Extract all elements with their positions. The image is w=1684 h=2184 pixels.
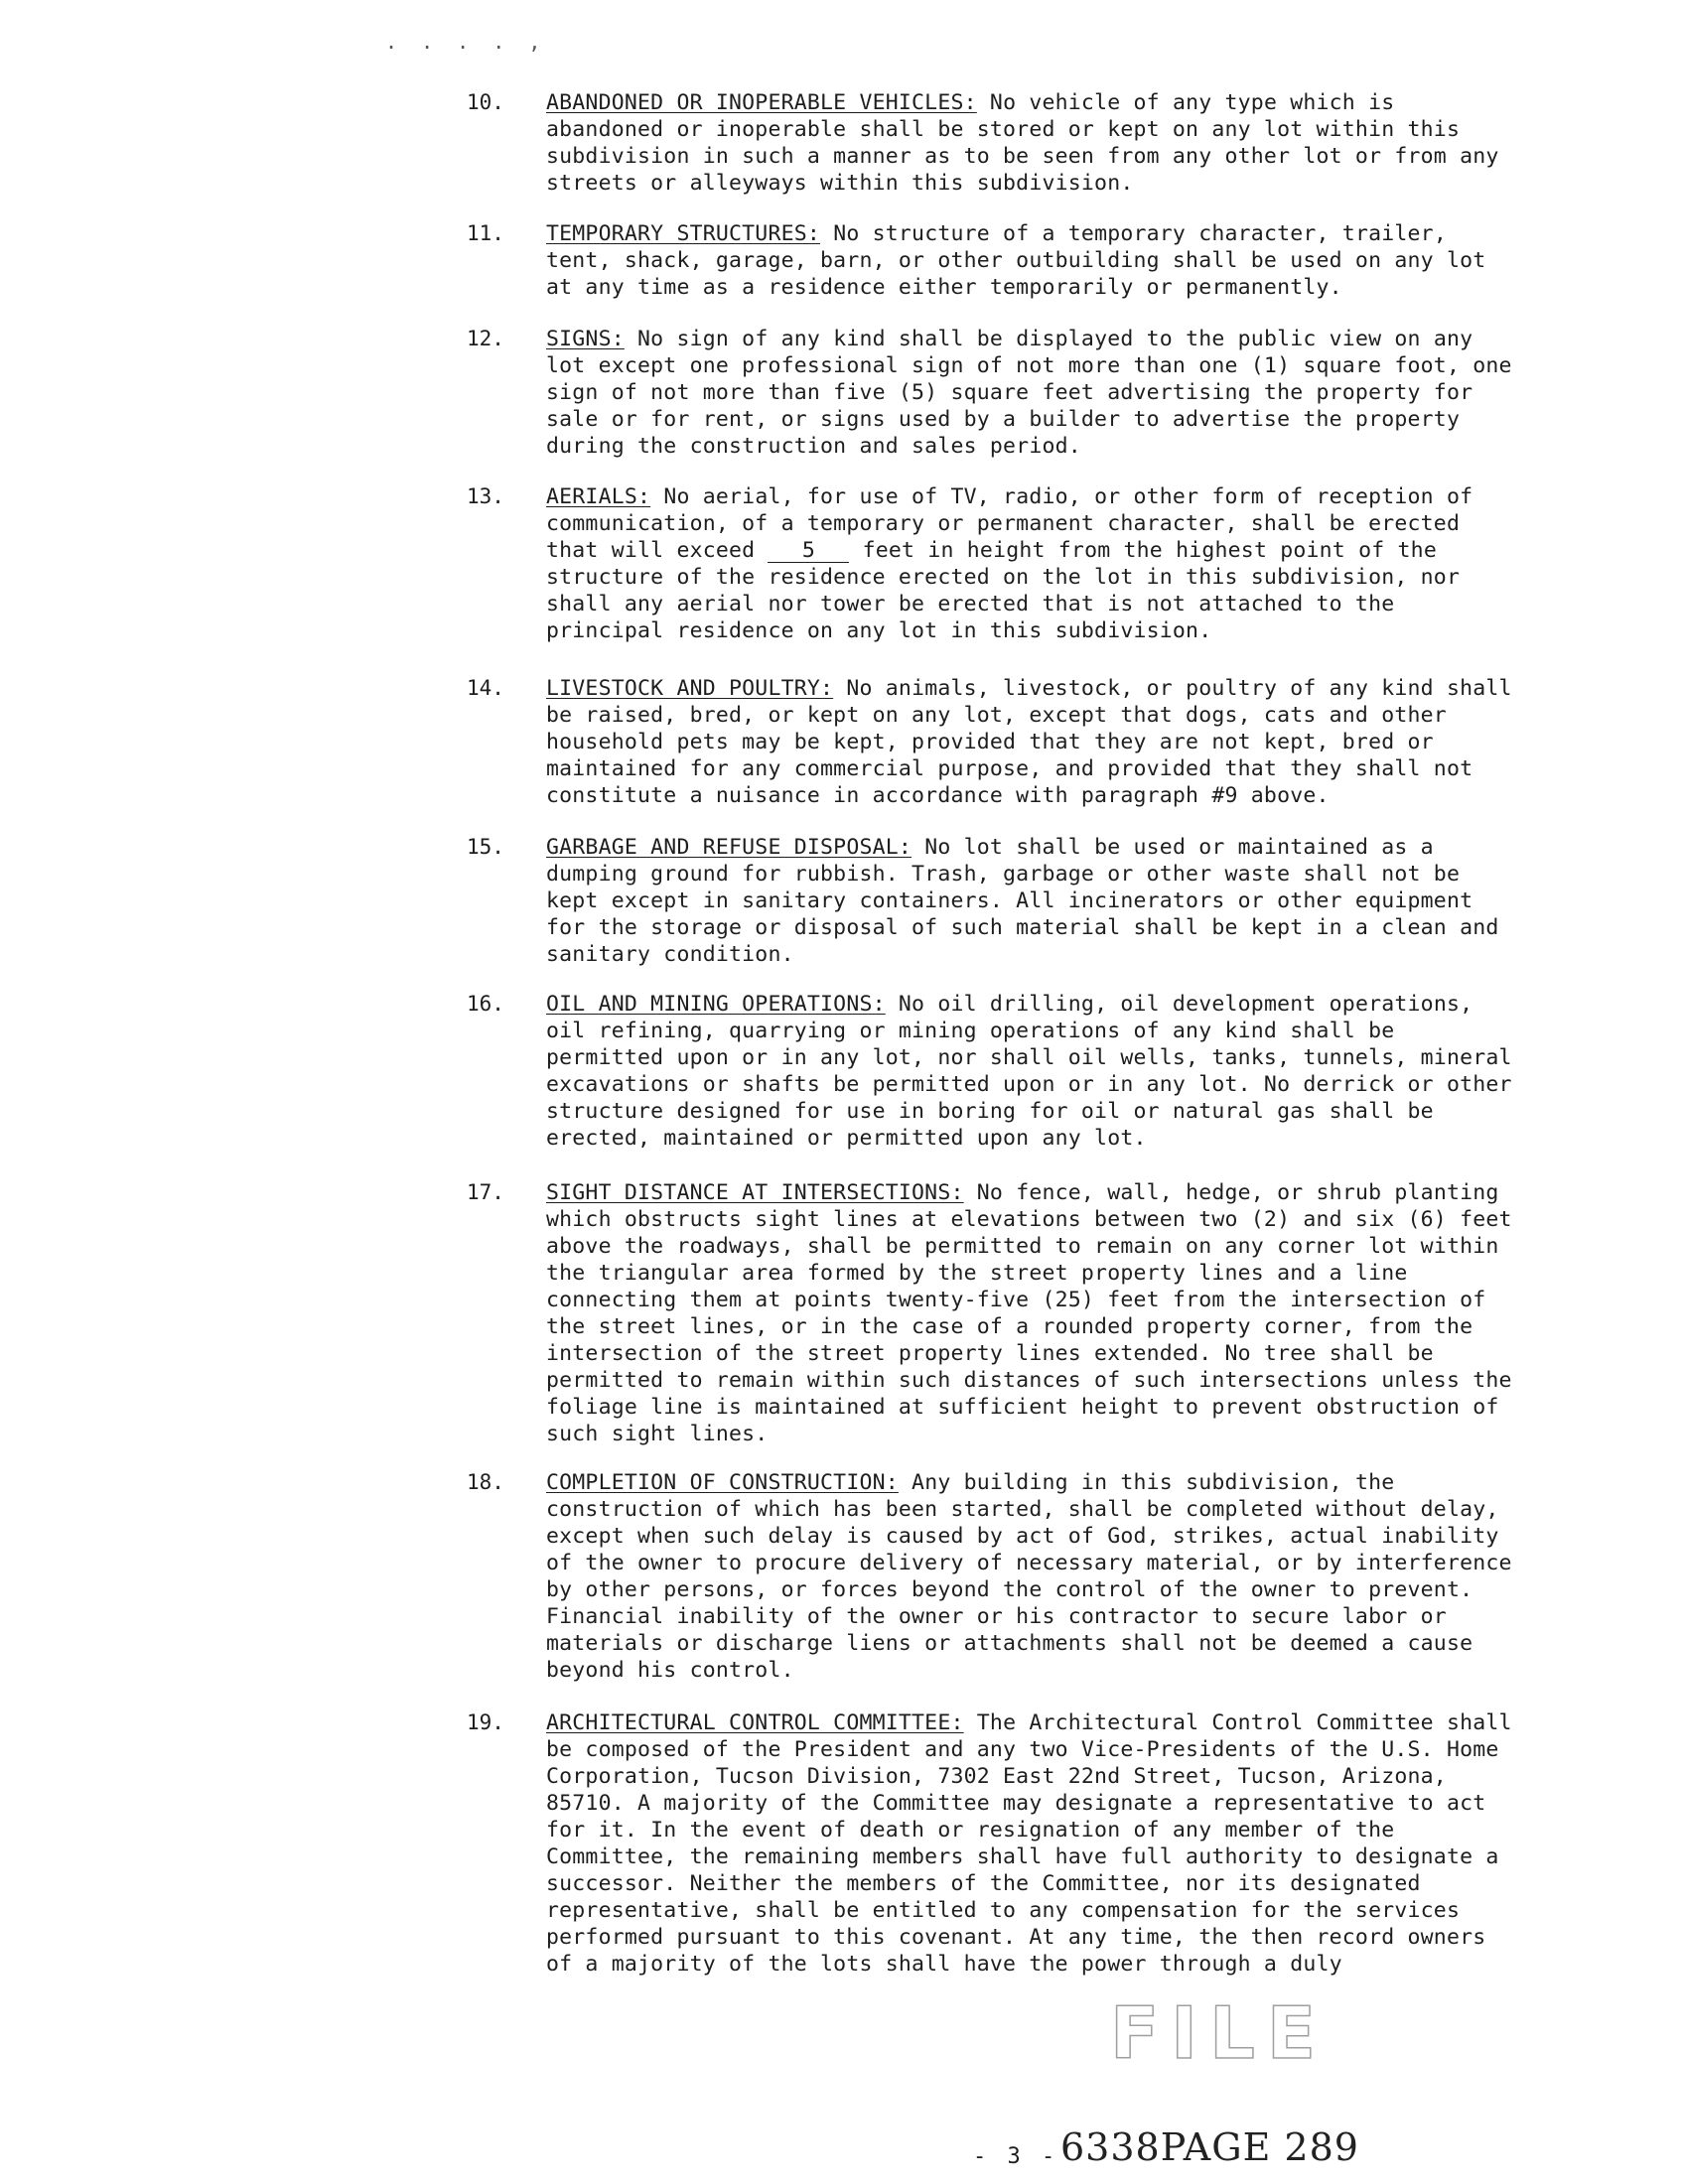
section-heading: LIVESTOCK AND POULTRY:	[546, 676, 834, 701]
section-number: 13.	[467, 484, 504, 508]
section-14	[467, 675, 1519, 809]
section-body	[546, 1179, 1519, 1447]
section-text: No sign of any kind shall be displayed to the public view on any lot except one professional sign of not more than one (1) square foot, one sign of not more than five (5) square feet advertising the property for sale or for rent, or signs used by a builder to advertise the property during the construction and sales period.	[546, 327, 1512, 459]
file-stamp: FILE	[1110, 1991, 1329, 2075]
section-number: 11.	[467, 221, 504, 245]
section-heading: AERIALS:	[546, 484, 651, 509]
section-body	[546, 89, 1519, 197]
section-13	[467, 483, 1519, 644]
corner-marks: . . . . ,	[385, 30, 547, 54]
section-heading: COMPLETION OF CONSTRUCTION:	[546, 1470, 899, 1495]
height-blank-value: 5	[768, 540, 849, 563]
section-number: 12.	[467, 327, 504, 350]
section-10	[467, 89, 1519, 197]
section-body	[546, 220, 1519, 301]
section-text: No oil drilling, oil development operations, oil refining, quarrying or mining operations of any kind shall be permitted upon or in any lot, nor shall oil wells, tanks, tunnels, mineral excavations or shafts be permitted upon or in any lot. No derrick or other structure designed for use in boring for oil or natural gas shall be erected, maintained or permitted upon any lot.	[546, 992, 1512, 1151]
section-text: No vehicle of any type which is abandoned or inoperable shall be stored or kept on any lot within this subdivision in such a manner as to be seen from any other lot or from any streets or alleyways within this subdivision.	[546, 90, 1499, 196]
section-body	[546, 1469, 1519, 1684]
section-number: 18.	[467, 1470, 504, 1494]
section-heading: SIGNS:	[546, 327, 625, 351]
section-12	[467, 326, 1519, 460]
section-heading: OIL AND MINING OPERATIONS:	[546, 992, 886, 1017]
section-text-before: No aerial, for use of TV, radio, or other form of reception of communication, of a temporary or permanent character, shall be erected that will exceed	[546, 484, 1474, 563]
section-17	[467, 1179, 1519, 1447]
section-body	[546, 834, 1519, 968]
section-heading: SIGHT DISTANCE AT INTERSECTIONS:	[546, 1180, 964, 1205]
section-body	[546, 991, 1519, 1152]
section-18	[467, 1469, 1519, 1684]
section-11	[467, 220, 1519, 301]
section-number: 16.	[467, 992, 504, 1016]
section-text: No animals, livestock, or poultry of any kind shall be raised, bred, or kept on any lot, except that dogs, cats and other household pets may be kept, provided that they are not kept, bred or maintained for any commercial purpose, and provided that they shall not constitute a nuisance in accordance with paragraph #9 above.	[546, 676, 1512, 808]
section-body	[546, 675, 1519, 809]
section-15	[467, 834, 1519, 968]
section-text: No fence, wall, hedge, or shrub planting which obstructs sight lines at elevations between two (2) and six (6) feet above the roadways, shall be permitted to remain on any corner lot within the triangular area formed by the street property lines and a line connecting them at points twenty-five (25) feet from the intersection of the street lines, or in the case of a rounded property corner, from the intersection of the street property lines extended. No tree shall be permitted to remain within such distances of such intersections unless the foliage line is maintained at sufficient height to prevent obstruction of such sight lines.	[546, 1180, 1512, 1446]
section-text-after: feet in height from the highest point of the structure of the residence erected on the lot in this subdivision, nor shall any aerial nor tower be erected that is not attached to the principal residence on any lot in this subdivision.	[546, 538, 1461, 643]
book-page-reference: 6338PAGE 289	[1060, 2125, 1359, 2169]
section-body	[546, 326, 1519, 460]
section-heading: ARCHITECTURAL CONTROL COMMITTEE:	[546, 1710, 964, 1735]
section-number: 19.	[467, 1710, 504, 1734]
page-number: - 3 -	[973, 2144, 1059, 2169]
section-heading: ABANDONED OR INOPERABLE VEHICLES:	[546, 90, 977, 115]
section-number: 15.	[467, 835, 504, 859]
section-heading: GARBAGE AND REFUSE DISPOSAL:	[546, 835, 912, 860]
section-text: The Architectural Control Committee shall be composed of the President and any two Vice-Presidents of the U.S. Home Corporation, Tucson Division, 7302 East 22nd Street, Tucson, Arizona, 85710. A majority of the Committee may designate a representative to act for it. In the event of death or resignation of any member of the Committee, the remaining members shall have full authority to designate a successor. Neither the members of the Committee, nor its designated representative, shall be entitled to any compensation for the services performed pursuant to this covenant. At any time, the then record owners of a majority of the lots shall have the power through a duly	[546, 1710, 1512, 1977]
section-body	[546, 483, 1519, 644]
section-text: No structure of a temporary character, trailer, tent, shack, garage, barn, or other outbuilding shall be used on any lot at any time as a residence either temporarily or permanently.	[546, 221, 1486, 300]
section-body	[546, 1709, 1519, 1978]
section-text: No lot shall be used or maintained as a dumping ground for rubbish. Trash, garbage or other waste shall not be kept except in sanitary containers. All incinerators or other equipment for the storage or disposal of such material shall be kept in a clean and sanitary condition.	[546, 835, 1499, 967]
section-number: 14.	[467, 676, 504, 700]
section-19	[467, 1709, 1519, 1978]
section-heading: TEMPORARY STRUCTURES:	[546, 221, 821, 246]
section-16	[467, 991, 1519, 1152]
section-number: 10.	[467, 90, 504, 114]
section-number: 17.	[467, 1180, 504, 1204]
section-text: Any building in this subdivision, the construction of which has been started, shall be completed without delay, except when such delay is caused by act of God, strikes, actual inability of the owner to procure delivery of necessary material, or by interference by other persons, or forces beyond the control of the owner to prevent. Financial inability of the owner or his contractor to secure labor or materials or discharge liens or attachments shall not be deemed a cause beyond his control.	[546, 1470, 1512, 1683]
